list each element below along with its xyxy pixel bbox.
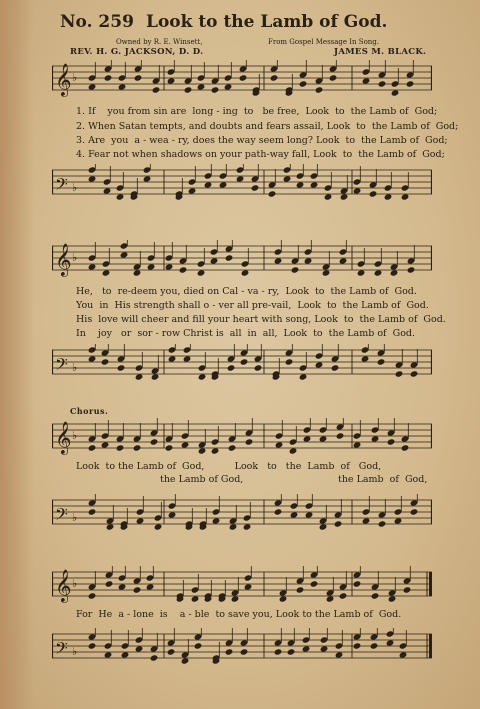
note-head [290,511,299,518]
note-head [116,444,125,451]
verse-4-line-1: 4. Fear not when shadows on your path-way fall, Look to the Lamb of God; [76,149,445,160]
note-head [212,517,221,524]
note-head [361,355,370,362]
treble-staff-4 [52,566,432,606]
note-head [197,269,206,276]
note-head [283,175,292,182]
verse-2-line-2: You in His strength shall o - ver all pre-vail, Look to the Lamb of God. [76,300,429,311]
note-head [287,648,296,655]
bass-clef-icon: 𝄢 [55,504,68,528]
note-head [310,580,319,587]
chorus-echo-2: the Lamb of God, [338,474,428,485]
note-head [88,444,97,451]
note-head [134,74,143,81]
note-head [410,508,419,515]
note-head [102,269,111,276]
note-head [324,193,333,200]
note-head [340,193,349,200]
note-head [268,190,277,197]
bass-staff-1 [52,164,432,204]
flat-icon: ♭ [72,181,78,194]
note-head [401,444,410,451]
note-head [225,254,234,261]
flat-icon: ♭ [72,71,78,84]
note-head [104,74,113,81]
note-head [228,444,237,451]
note-head [378,80,387,87]
note-head [322,269,331,276]
note-head [194,642,203,649]
note-head [117,364,126,371]
note-head [211,447,220,454]
flat-icon: ♭ [72,511,78,524]
note-head [240,358,249,365]
note-head [219,181,228,188]
note-head [289,447,298,454]
note-head [410,370,419,377]
note-head [274,648,283,655]
note-head [353,580,362,587]
note-head [395,370,404,377]
verse-1-line-1: 1. If you from sin are long - ing to be free, Look to the Lamb of God; [76,106,438,117]
note-head [135,373,144,380]
note-head [151,373,160,380]
flat-icon: ♭ [72,577,78,590]
note-head [167,648,176,655]
note-head [241,269,250,276]
note-head [136,517,145,524]
verse-2-line-1: 2. When Satan tempts, and doubts and fears assail, Look to the Lamb of God; [76,121,459,132]
note-head [391,89,400,96]
note-head [231,595,240,602]
bass-clef-icon: 𝄢 [55,354,68,378]
note-head [331,364,340,371]
flat-icon: ♭ [72,251,78,264]
note-head [403,586,412,593]
note-head [357,269,366,276]
page-edge [0,0,34,709]
note-head [319,435,328,442]
note-head [353,441,362,448]
note-head [326,595,335,602]
note-head [227,364,236,371]
note-head [101,441,110,448]
note-head [105,580,114,587]
note-head [296,181,305,188]
treble-staff-2 [52,240,432,280]
note-head [88,508,97,515]
note-head [374,269,383,276]
note-head [179,266,188,273]
treble-staff-1 [52,60,432,100]
bass-clef-icon: 𝄢 [55,174,68,198]
note-head [88,592,97,599]
note-head [88,83,97,90]
note-head [118,583,127,590]
verse-3-line-1: 3. Are you a - wea - ry, does the way seem long? Look to the Lamb of God; [76,135,448,146]
note-head [88,263,97,270]
note-head [315,86,324,93]
note-head [181,657,190,664]
note-head [150,438,159,445]
note-head [339,257,348,264]
note-head [168,511,177,518]
verse-1-line-2: He, to re-deem you, died on Cal - va - ry, Look to the Lamb of God. [76,286,417,297]
hymn-number: No. 259 [60,12,134,32]
note-head [204,181,213,188]
note-head [240,648,249,655]
note-head [371,435,380,442]
note-head [88,642,97,649]
note-head [88,355,97,362]
note-head [101,358,110,365]
note-head [165,444,174,451]
note-head [121,651,130,658]
note-head [274,257,283,264]
note-head [244,583,253,590]
author-credit: REV. H. G. JACKSON, D. D. [70,47,204,57]
owner-credit: Owned by R. E. Winsett, [116,38,203,46]
flat-icon: ♭ [72,645,78,658]
chorus-label: Chorus. [70,406,109,416]
treble-clef-icon: 𝄞 [55,421,72,454]
note-head [390,269,399,276]
note-head [133,444,142,451]
note-head [399,651,408,658]
note-head [150,654,159,661]
note-head [394,517,403,524]
verse-3-line-2: His love will cheer and fill your heart with song, Look to the Lamb of God. [76,314,446,325]
note-head [211,86,220,93]
note-head [197,83,206,90]
note-head [183,355,192,362]
note-head [135,645,144,652]
note-head [133,269,142,276]
bass-staff-3 [52,494,432,534]
note-head [198,447,207,454]
note-head [210,257,219,264]
note-head [146,583,155,590]
note-head [384,193,393,200]
note-head [236,175,245,182]
note-head [168,355,177,362]
note-head [371,592,380,599]
note-head [143,175,152,182]
note-head [302,645,311,652]
note-head [184,86,193,93]
note-head [251,184,260,191]
note-head [407,266,416,273]
note-head [339,592,348,599]
bass-clef-icon: 𝄢 [55,638,68,662]
note-head [305,511,314,518]
note-head [320,645,329,652]
flat-icon: ♭ [72,361,78,374]
note-head [406,80,415,87]
note-head [104,651,113,658]
bass-staff-4 [52,628,432,668]
note-head [336,432,345,439]
treble-clef-icon: 𝄞 [55,569,72,602]
chorus-echo-1: the Lamb of God, [160,474,244,485]
note-head [274,508,283,515]
note-head [319,523,328,530]
note-head [388,595,397,602]
note-head [334,520,343,527]
note-head [270,74,279,81]
chorus-line-2: For He a - lone is a - ble to save you, Look to the Lamb of God. [76,609,402,620]
note-head [335,651,344,658]
note-head [116,193,125,200]
note-head [370,642,379,649]
note-head [245,438,254,445]
composer-credit: JAMES M. BLACK. [334,47,427,57]
note-head [387,438,396,445]
note-head [299,80,308,87]
note-head [243,523,252,530]
verse-4-line-2: In joy or sor - row Christ is all in all, Look to the Lamb of God. [76,328,416,339]
note-head [106,523,115,530]
note-head [133,586,142,593]
note-head [120,251,129,258]
chorus-line-1: Look to the Lamb of God, Look to the Lamb of God, [76,461,382,472]
note-head [296,586,305,593]
note-head [386,639,395,646]
note-head [378,520,387,527]
note-head [229,523,238,530]
note-head [369,190,378,197]
note-head [147,263,156,270]
note-head [377,358,386,365]
note-head [191,595,200,602]
source-credit: From Gospel Message In Song. [268,38,380,46]
note-head [224,83,233,90]
note-head [353,642,362,649]
note-head [303,435,312,442]
note-head [225,648,234,655]
treble-staff-3 [52,418,432,458]
note-head [304,257,313,264]
bass-staff-2 [52,344,432,384]
note-head [291,266,300,273]
note-head [362,77,371,84]
note-head [310,181,319,188]
note-head [167,77,176,84]
hymn-title: Look to the Lamb of God. [146,12,388,32]
note-head [299,373,308,380]
note-head [154,523,163,530]
note-head [118,83,127,90]
note-head [165,263,174,270]
note-head [353,187,362,194]
note-head [329,74,338,81]
note-head [181,441,190,448]
flat-icon: ♭ [72,429,78,442]
note-head [254,364,263,371]
note-head [315,361,324,368]
note-head [88,175,97,182]
note-head [239,74,248,81]
note-head [401,193,410,200]
note-head [198,373,207,380]
note-head [152,86,161,93]
note-head [362,517,371,524]
note-head [285,358,294,365]
note-head [275,441,284,448]
note-head [188,187,197,194]
treble-clef-icon: 𝄞 [55,63,72,96]
note-head [279,595,288,602]
treble-clef-icon: 𝄞 [55,243,72,276]
note-head [103,187,112,194]
